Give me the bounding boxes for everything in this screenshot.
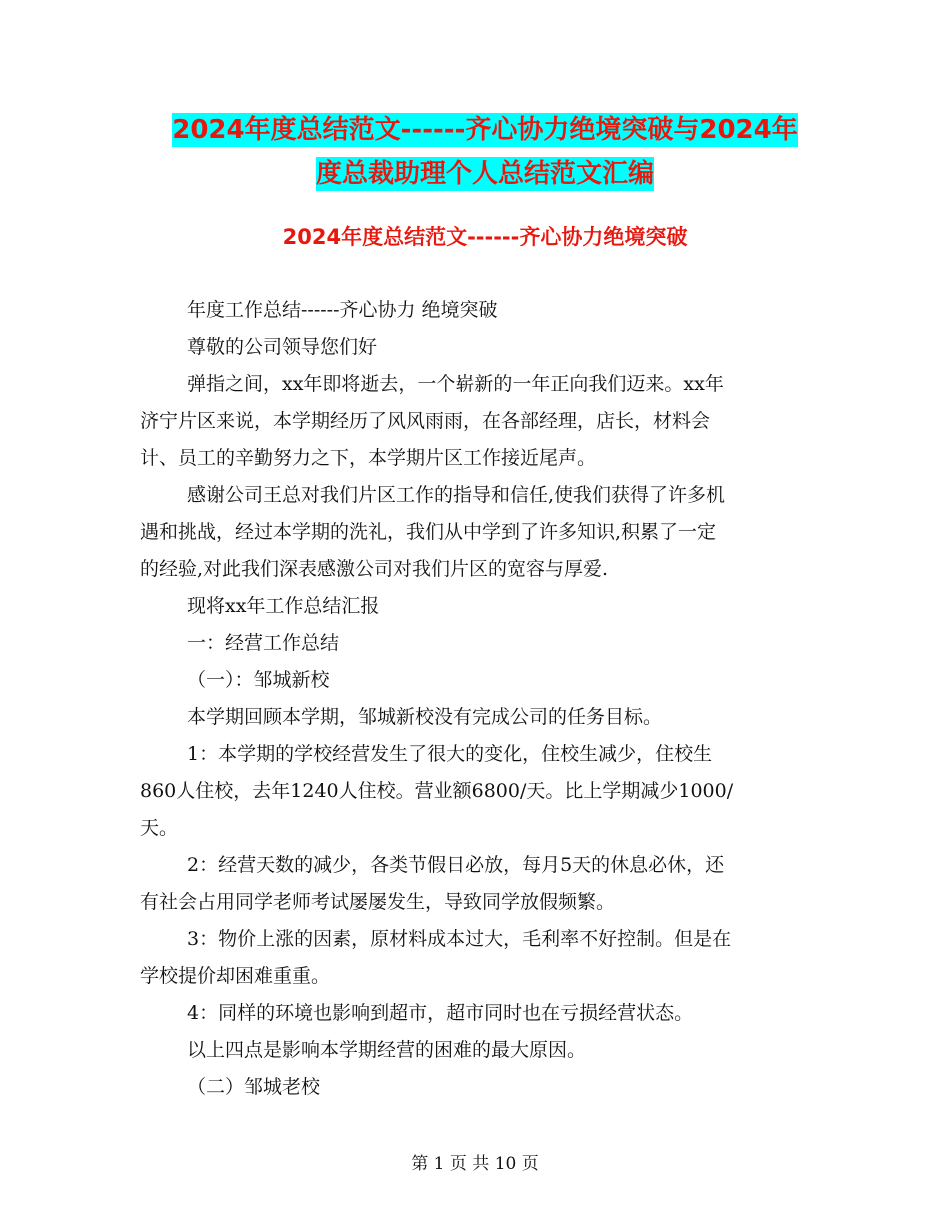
body-line: 860人住校，去年1240人住校。营业额6800/天。比上学期减少1000/ (140, 780, 734, 802)
body-line: 一：经营工作总结 (187, 632, 340, 654)
main-title-highlight: 度总裁助理个人总结范文汇编 (315, 159, 654, 189)
main-title-line-1 (140, 108, 830, 152)
main-title-highlight: 2024年度总结范文------齐心协力绝境突破与2024年 (172, 115, 798, 145)
body-line: 本学期回顾本学期，邹城新校没有完成公司的任务目标。 (187, 706, 663, 728)
body-line: 现将xx年工作总结汇报 (187, 595, 380, 617)
body-line: （二）邹城老校 (187, 1076, 321, 1098)
body-line: 1：本学期的学校经营发生了很大的变化，住校生减少，住校生 (187, 743, 713, 765)
body-line: 以上四点是影响本学期经营的困难的最大原因。 (187, 1039, 587, 1061)
body-line: 有社会占用同学老师考试屡屡发生，导致同学放假频繁。 (140, 891, 616, 913)
body-line: 弹指之间，xx年即将逝去，一个崭新的一年正向我们迈来。xx年 (187, 373, 724, 395)
body-line: 3：物价上涨的因素，原材料成本过大，毛利率不好控制。但是在 (187, 928, 732, 950)
body-line: 遇和挑战，经过本学期的洗礼，我们从中学到了许多知识,积累了一定 (140, 521, 717, 543)
body-line: 2：经营天数的减少，各类节假日必放，每月5天的休息必休，还 (187, 854, 725, 876)
body-line: 4：同样的环境也影响到超市，超市同时也在亏损经营状态。 (187, 1002, 694, 1024)
main-title-line-2 (140, 152, 830, 196)
page-footer: 第 1 页 共 10 页 (411, 1154, 539, 1174)
body-line: 济宁片区来说，本学期经历了风风雨雨，在各部经理，店长，材料会 (140, 410, 711, 432)
body-line: 年度工作总结------齐心协力 绝境突破 (187, 299, 498, 321)
section-title: 2024年度总结范文------齐心协力绝境突破 (282, 225, 688, 249)
body-line: 的经验,对此我们深表感激公司对我们片区的宽容与厚爱. (140, 558, 609, 580)
body-line: 学校提价却困难重重。 (140, 965, 331, 987)
body-line: （一）：邹城新校 (187, 669, 330, 691)
body-line: 感谢公司王总对我们片区工作的指导和信任,使我们获得了许多机 (187, 484, 726, 506)
body-line: 尊敬的公司领导您们好 (187, 336, 378, 358)
body-line: 计、员工的辛勤努力之下，本学期片区工作接近尾声。 (140, 447, 597, 469)
body-line: 天。 (140, 817, 179, 839)
